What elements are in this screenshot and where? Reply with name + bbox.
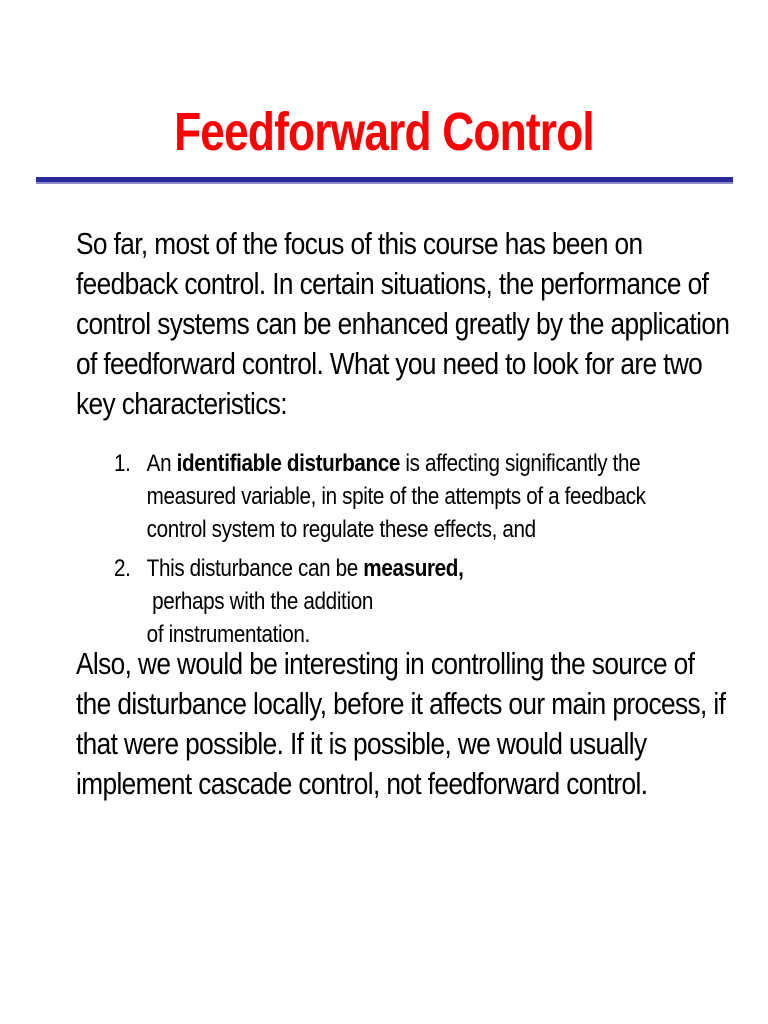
list-text: This disturbance can be	[146, 555, 364, 582]
intro-line: control systems can be enhanced greatly by the application	[76, 307, 730, 341]
list-number: 2.	[114, 555, 131, 582]
intro-paragraph	[76, 224, 730, 424]
list-bold-term: measured,	[363, 555, 464, 582]
intro-line: feedback control. In certain situations, the performance of	[76, 267, 709, 301]
list-number: 1.	[114, 450, 131, 477]
list-item-text	[147, 552, 663, 651]
closing-line: Also, we would be interesting in controlling the source of	[76, 647, 695, 681]
characteristics-list	[114, 447, 716, 651]
closing-paragraph	[76, 644, 730, 804]
intro-line: key characteristics:	[76, 387, 287, 421]
list-text: An	[146, 450, 177, 477]
list-item-text	[147, 447, 663, 546]
list-item	[114, 447, 716, 546]
list-text: control system to regulate these effects, and	[146, 516, 536, 543]
closing-line: implement cascade control, not feedforward control.	[76, 767, 648, 801]
list-text: of instrumentation.	[146, 621, 310, 648]
list-text: measured variable, in spite of the attempts of a feedback	[146, 483, 646, 510]
intro-line: So far, most of the focus of this course has been on	[76, 227, 643, 261]
list-item	[114, 552, 716, 651]
list-bold-term: identifiable disturbance	[176, 450, 401, 477]
slide-title: Feedforward Control	[174, 102, 594, 162]
list-text: is affecting significantly the	[400, 450, 641, 477]
closing-line: that were possible. If it is possible, we would usually	[76, 727, 647, 761]
intro-line: of feedforward control. What you need to look for are two	[76, 347, 703, 381]
title-divider	[36, 177, 733, 184]
list-text: perhaps with the addition	[146, 588, 373, 615]
closing-line: the disturbance locally, before it affects our main process, if	[76, 687, 726, 721]
title-divider-thin	[36, 182, 733, 184]
